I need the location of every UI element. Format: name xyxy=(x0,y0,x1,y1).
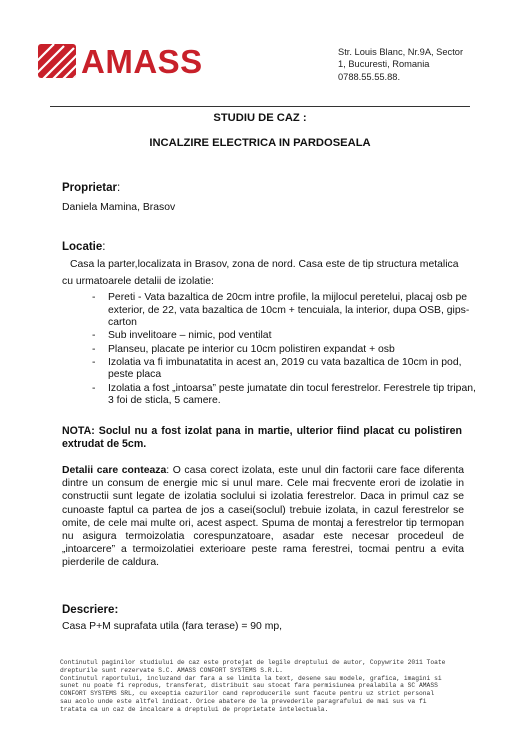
description-heading: Descriere xyxy=(62,604,115,616)
amass-logo-icon xyxy=(36,42,80,80)
note-text: Soclul nu a fost izolat pana in martie, ulterior fiind placat cu polistiren extrudat de 5cm. xyxy=(62,425,462,451)
list-item: - Pereti - Vata bazaltica de 20cm intre profile, la mijlocul peretelui, placaj osb pe exterior, de 22, vata bazaltica de 10cm + tencuiala, la interior, dupa OSB, gips-carton xyxy=(92,292,470,329)
owner-name: Daniela Mamina, Brasov xyxy=(62,202,176,213)
note-label: NOTA: xyxy=(62,425,95,437)
document-title: STUDIU DE CAZ : xyxy=(213,112,307,124)
description-heading-wrap: Descriere: xyxy=(62,604,119,616)
company-logo xyxy=(36,42,203,80)
list-item: - Sub invelitoare – nimic, pod ventilat xyxy=(92,330,272,342)
details-label: Detalii care conteaza xyxy=(62,465,167,476)
footer-line: Continutul paginilor studiului de caz este protejat de legile dreptului de autor, Copywrite 2011 Toate xyxy=(60,659,446,666)
location-heading: Locatie xyxy=(62,241,103,253)
owner-heading: Proprietar xyxy=(62,182,117,194)
document-subtitle: INCALZIRE ELECTRICA IN PARDOSEALA xyxy=(149,137,371,149)
owner-heading-wrap: Proprietar: xyxy=(62,182,121,194)
description-text: Casa P+M suprafata utila (fara terase) = 90 mp, xyxy=(62,621,283,632)
phone-number: 0788.55.55.88. xyxy=(338,71,401,82)
location-heading-wrap: Locatie: xyxy=(62,241,106,253)
company-address xyxy=(338,46,488,83)
footer-line: tratata ca un caz de incalcare a dreptului de proprietate intelectuala. xyxy=(60,705,329,713)
logo-text: AMASS xyxy=(81,42,203,80)
address-line: 1, Bucuresti, Romania xyxy=(338,59,430,70)
address-line: Str. Louis Blanc, Nr.9A, Sector xyxy=(338,47,464,57)
location-intro: Casa la parter,localizata in Brasov, zona de nord. Casa este de tip structura metalica xyxy=(70,259,459,270)
list-item: - Izolatia va fi imbunatatita in acest an, 2019 cu vata bazaltica de 10cm in pod, peste placa xyxy=(92,356,462,381)
footer-line: CONFORT SYSTEMS SRL, cu exceptia cazurilor cand reproducerile sunt facute pentru uz strict personal xyxy=(60,690,435,698)
details-paragraph xyxy=(62,464,464,570)
footer-line: sunet nu poate fi reprodus, transferat, distribuit sau stocat fara permisiunea prealabila a SC AMASS xyxy=(60,682,438,690)
list-item: - Planseu, placate pe interior cu 10cm polistiren expandat + osb xyxy=(92,343,395,355)
footer-line: Continutul raportului, incluzand dar fara a se limita la text, desene sau modele, grafica, imagini si xyxy=(60,674,442,682)
location-intro-cont: cu urmatoarele detalii de izolatie: xyxy=(62,276,214,287)
details-text: : O casa corect izolata, este unul din factorii care face diferenta dintre un consum de energie mic si unul mare. Cele mai frecvente erori de izolatie in constructii sunt legate de izolatia soclului si izolatia ferestrelor. Daca in primul caz se cunoaste faptul ca partea de jos a casei(soclul) trebuie izolata, in cazul ferestrelor se omite, de cele mai multe ori, acest aspect. Spuma de montaj a ferestrelor tip termopan nu asigura termoizolatia corespunzatoare, asadar este necesar procedeul de „intoarcere” a termoizolatiei exterioare peste rama ferestrei, tocmai pentru a evita pierderile de caldura. xyxy=(62,465,464,569)
list-item: - Izolatia a fost „intoarsa” peste jumatate din tocul ferestrelor. Ferestrele tip tripan, 3 foi de sticla, 5 camere. xyxy=(92,382,476,407)
footer-line: sau acolo unde este altfel indicat. Orice abatere de la prevederile paragrafului de mai sus va fi xyxy=(60,697,427,705)
copyright-footer xyxy=(60,659,468,714)
note-paragraph xyxy=(62,425,462,452)
insulation-details-list xyxy=(92,292,482,408)
footer-line: drepturile sunt rezervate S.C. AMASS CONFORT SYSTEMS S.R.L. xyxy=(60,666,283,674)
header-divider xyxy=(50,106,470,107)
